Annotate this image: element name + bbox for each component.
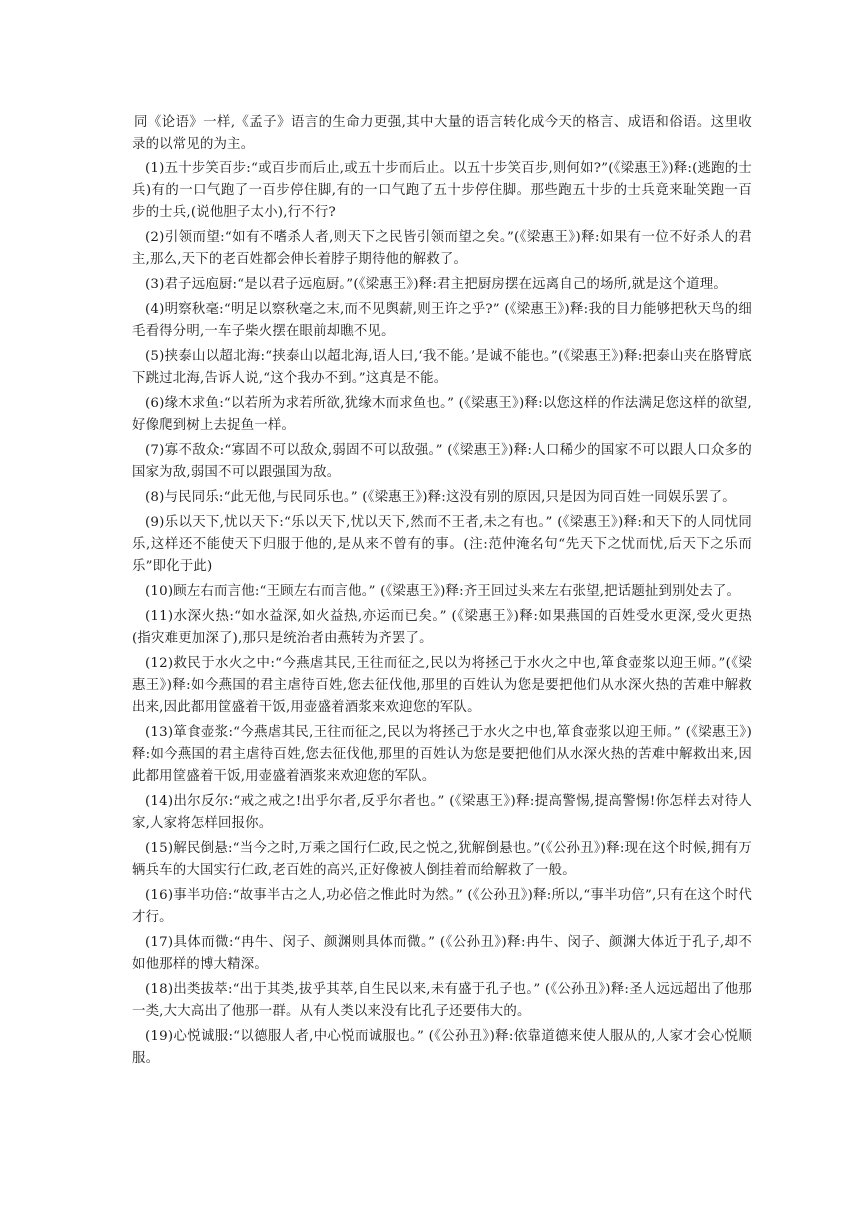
idiom-item-15: (15)解民倒悬:“当今之时,万乘之国行仁政,民之悦之,犹解倒悬也。”(《公孙丑》)释:现在这个时候,拥有万辆兵车的大国实行仁政,老百姓的高兴,正好像被人倒挂着而给解救了一般。	[132, 841, 752, 878]
idiom-item-14: (14)出尔反尔:“戒之戒之!出乎尔者,反乎尔者也。” (《梁惠王》)释:提高警惕,提高警惕!你怎样去对待人家,人家将怎样回报你。	[132, 794, 752, 831]
intro-paragraph: 同《论语》一样,《孟子》语言的生命力更强,其中大量的语言转化成今天的格言、成语和俗语。这里收录的以常见的为主。	[132, 115, 752, 152]
idiom-item-2: (2)引领而望:“如有不嗜杀人者,则天下之民皆引领而望之矣。”(《梁惠王》)释:如果有一位不好杀人的君主,那么,天下的老百姓都会伸长着脖子期待他的解救了。	[132, 230, 752, 267]
idiom-item-3: (3)君子远庖厨:“是以君子远庖厨。”(《梁惠王》)释:君主把厨房摆在远离自己的场所,就是这个道理。	[145, 277, 727, 292]
idiom-item-8: (8)与民同乐:“此无他,与民同乐也。” (《梁惠王》)释:这没有别的原因,只是因为同百姓一同娱乐罢了。	[145, 490, 736, 505]
idiom-item-4: (4)明察秋毫:“明足以察秋毫之末,而不见舆薪,则王许之乎?” (《梁惠王》)释:我的目力能够把秋天鸟的细毛看得分明,一车子柴火摆在眼前却瞧不见。	[132, 302, 752, 339]
idiom-item-1: (1)五十步笑百步:“或百步而后止,或五十步而后止。以五十步笑百步,则何如?”(《梁惠王》)释:(逃跑的士兵)有的一口气跑了一百步停住脚,有的一口气跑了五十步停住脚。那些跑五十步的士兵竟来耻笑跑一百步的士兵,(说他胆子太小),行不行?	[132, 161, 752, 220]
idiom-item-10: (10)顾左右而言他:“王顾左右而言他。” (《梁惠王》)释:齐王回过头来左右张望,把话题扯到别处去了。	[145, 584, 741, 599]
idiom-item-6: (6)缘木求鱼:“以若所为求若所欲,犹缘木而求鱼也。” (《梁惠王》)释:以您这样的作法满足您这样的欲望,好像爬到树上去捉鱼一样。	[132, 396, 752, 433]
idiom-item-11: (11)水深火热:“如水益深,如火益热,亦运而已矣。” (《梁惠王》)释:如果燕国的百姓受水更深,受火更热(指灾难更加深了),那只是统治者由燕转为齐罢了。	[132, 609, 752, 646]
idiom-item-7: (7)寡不敌众:“寡固不可以敌众,弱固不可以敌强。” (《梁惠王》)释:人口稀少的国家不可以跟人口众多的国家为敌,弱国不可以跟强国为敌。	[132, 443, 752, 480]
idiom-item-17: (17)具体而微:“冉牛、闵子、颜渊则具体而微。” (《公孙丑》)释:冉牛、闵子、颜渊大体近于孔子,却不如他那样的博大精深。	[132, 935, 752, 972]
idiom-item-18: (18)出类拔萃:“出于其类,拔乎其萃,自生民以来,未有盛于孔子也。” (《公孙丑》)释:圣人远远超出了他那一类,大大高出了他那一群。从有人类以来没有比孔子还要伟大的。	[132, 982, 752, 1019]
idiom-item-12: (12)救民于水火之中:“今燕虐其民,王往而征之,民以为将拯己于水火之中也,箪食壶浆以迎王师。”(《梁惠王》)释:如今燕国的君主虐待百姓,您去征伐他,那里的百姓认为您是要把他们从水深火热的苦难中解救出来,因此都用筐盛着干饭,用壶盛着酒浆来欢迎您的军队。	[132, 656, 752, 715]
idiom-item-16: (16)事半功倍:“故事半古之人,功必倍之惟此时为然。” (《公孙丑》)释:所以,“事半功倍”,只有在这个时代才行。	[132, 888, 752, 925]
idiom-item-5: (5)挟泰山以超北海:“挟泰山以超北海,语人曰,‘我不能。’是诚不能也。”(《梁惠王》)释:把泰山夹在胳臂底下跳过北海,告诉人说,“这个我办不到。”这真是不能。	[132, 349, 752, 386]
idiom-item-19: (19)心悦诚服:“以德服人者,中心悦而诚服也。” (《公孙丑》)释:依靠道德来使人服从的,人家才会心悦顺服。	[132, 1029, 752, 1066]
idiom-item-13: (13)箪食壶浆:“今燕虐其民,王往而征之,民以为将拯己于水火之中也,箪食壶浆以迎王师。” (《梁惠王》)释:如今燕国的君主虐待百姓,您去征伐他,那里的百姓认为您是要把他们从水深火热的苦难中解救出来,因此都用筐盛着干饭,用壶盛着酒浆来欢迎您的军队。	[132, 725, 752, 784]
idiom-item-9: (9)乐以天下,忧以天下:“乐以天下,忧以天下,然而不王者,未之有也。” (《梁惠王》)释:和天下的人同忧同乐,这样还不能使天下归服于他的,是从来不曾有的事。(注:范仲淹名句“先天下之忧而忧,后天下之乐而乐”即化于此)	[132, 515, 752, 574]
